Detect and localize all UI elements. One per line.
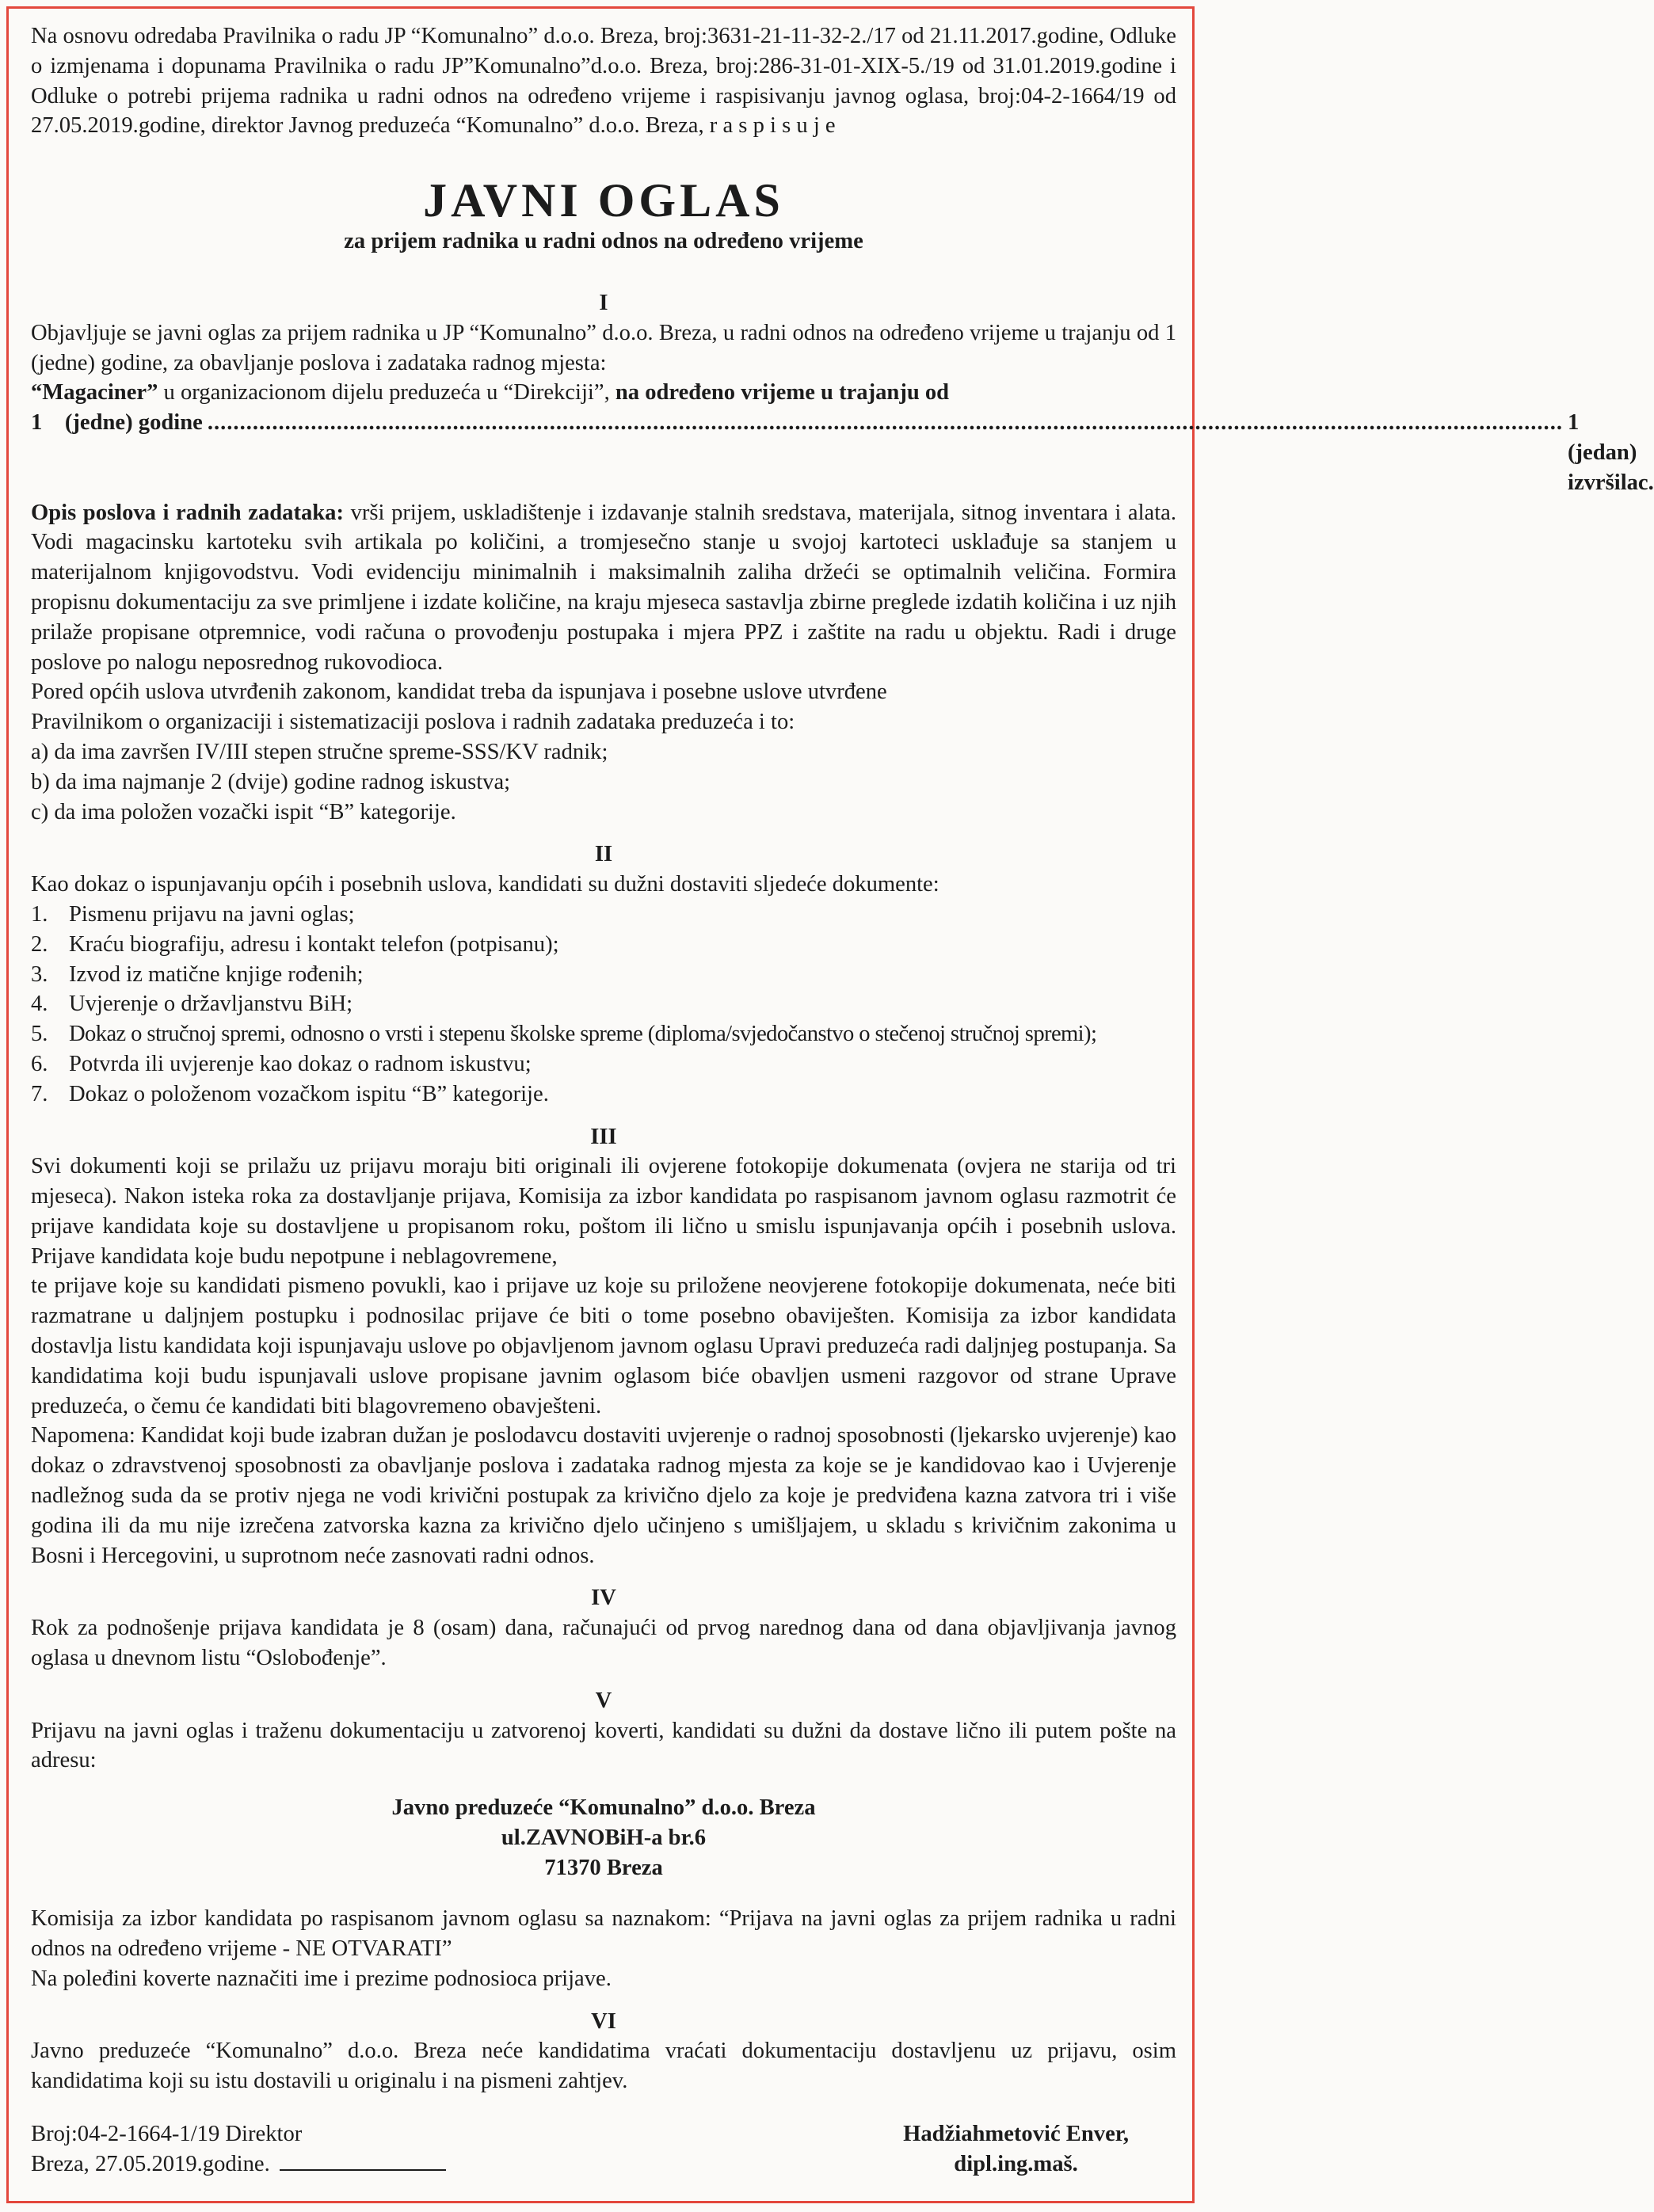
list-item: [31, 900, 1176, 930]
section2-intro: Kao dokaz o ispunjavanju općih i posebnih uslova, kandidati su dužni dostaviti sljedeće dokumente:: [31, 872, 939, 897]
intro-paragraph: [31, 21, 1176, 141]
section-heading-4: IV: [591, 1586, 616, 1611]
duration-left: 1 (jedne) godine: [31, 410, 203, 436]
intro-text: Na osnovu odredaba Pravilnika o radu JP “Komunalno” d.o.o. Breza, broj:3631-21-11-32-2./17 od 21.11.2017.godine, Odluke o izmjenama i dopunama Pravilnika o radu JP”Komunalno”d.o.o. Breza, broj:286-31-01-XIX-5./19 od 31.01.2019.godine i Odluke o potrebi prijema radnika u radni odnos na određeno vrijeme i raspisivanju javnog oglasa, broj:04-2-1664/19 od 27.05.2019.godine, direktor Javnog preduzeća “Komunalno” d.o.o. Breza,: [31, 24, 1176, 139]
section5-paragraph: Prijavu na javni oglas i traženu dokumentaciju u zatvorenoj koverti, kandidati su dužni da dostave lično ili putem pošte na adresu:: [31, 1718, 1176, 1773]
section-heading-6: VI: [591, 2008, 616, 2034]
envelope-back-note: Na poleđini koverte naznačiti ime i prezime podnosioca prijave.: [31, 1966, 612, 1991]
document-footer: [31, 2119, 1176, 2180]
list-item-text: Pismenu prijavu na javni oglas;: [69, 901, 355, 927]
document-page: [6, 6, 1654, 2203]
document-body: [31, 21, 1654, 2096]
position-unit: u organizacionom dijelu preduzeća u “Direkciji”,: [158, 380, 615, 405]
duration-line: [31, 408, 1654, 497]
place-date: [31, 2149, 446, 2180]
list-item-number: 6.: [31, 1051, 48, 1076]
duration-right: 1 (jedan) izvršilac.: [1568, 410, 1654, 495]
list-item-number: 7.: [31, 1081, 48, 1106]
signature-line: [280, 2152, 446, 2171]
list-item-text: Potvrda ili uvjerenje kao dokaz o radnom iskustvu;: [69, 1051, 532, 1076]
list-item-text: Izvod iz matične knjige rođenih;: [69, 961, 364, 987]
section-heading-1: I: [599, 290, 608, 315]
list-item-number: 3.: [31, 961, 48, 987]
list-item: [31, 989, 1176, 1019]
document-list: [31, 900, 1176, 1110]
address-line-3: 71370 Breza: [544, 1856, 663, 1881]
intro-spaced-text: r a s p i s u j e: [709, 113, 836, 139]
signatory-name: Hadžiahmetović Enver,: [903, 2122, 1129, 2146]
section6-paragraph: Javno preduzeće “Komunalno” d.o.o. Breza neće kandidatima vraćati dokumentaciju dostavljenu uz prijavu, osim kandidatima koji su istu dostavili u originalu i na pismeni zahtjev.: [31, 2039, 1176, 2094]
list-item: [31, 1049, 1176, 1079]
job-description: [31, 498, 1176, 678]
document-subtitle: za prijem radnika u radni odnos na određeno vrijeme: [344, 229, 863, 254]
condition-b: b) da ima najmanje 2 (dvije) godine radnog iskustva;: [31, 769, 511, 794]
list-item-text: Kraću biografiju, adresu i kontakt telefon (potpisanu);: [69, 931, 559, 957]
section3-paragraph-1: Svi dokumenti koji se prilažu uz prijavu moraju biti originali ili ovjerene fotokopije dokumenata (ovjera ne starija od tri mjeseca). Nakon isteka roka za dostavljanje prijava, Komisija za izbor kandidata po raspisanom javnom oglasu razmotrit će prijave kandidata koje su dostavljene u propisanom roku, poštom ili lično u smislu ispunjavanja općih i posebnih uslova. Prijave kandidata koje budu nepotpune i neblagovremene,: [31, 1154, 1176, 1269]
address-line-1: Javno preduzeće “Komunalno” d.o.o. Breza: [391, 1795, 816, 1821]
list-item: [31, 1019, 1176, 1049]
section3-paragraph-2: te prijave koje su kandidati pismeno povukli, kao i prijave uz koje su priložene neovjerene fotokopije dokumenata, neće biti razmatrane u daljnjem postupku i podnosilac prijave će biti o tome posebno obaviješten. Komisija za izbor kandidata dostavlja listu kandidata koji ispunjavaju uslove po objavljenom javnom oglasu Upravi preduzeća radi daljnjeg postupanja. Sa kandidatima koji budu ispunjavali uslove propisane javnim oglasom biće obavljen usmeni razgovor od strane Uprave preduzeća, o čemu će kandidati biti blagovremeno obavješteni.: [31, 1274, 1176, 1418]
section1-paragraph: Objavljuje se javni oglas za prijem radnika u JP “Komunalno” d.o.o. Breza, u radni odnos na određeno vrijeme u trajanju od 1 (jedne) godine, za obavljanje poslova i zadataka radnog mjesta:: [31, 320, 1176, 375]
section3-note: Napomena: Kandidat koji bude izabran dužan je poslodavcu dostaviti uvjerenje o radnoj sposobnosti (ljekarsko uvjerenje) kao dokaz o zdravstvenoj sposobnosti za obavljanje poslova i zadataka radnog mjesta za koje se je kandidovao kao i Uvjerenje nadležnog suda da se protiv njega ne vodi krivični postupak za krivično djelo za koje je predviđena kazna zatvora tri i više godina ili da mu nije izrečena zatvorska kazna za krivično djelo učinjeno s umišljajem, u skladu s krivičnim zakonima u Bosni i Hercegovini, u suprotnom neće zasnovati radni odnos.: [31, 1423, 1176, 1568]
list-item: [31, 930, 1176, 960]
list-item-text: Dokaz o stručnoj spremi, odnosno o vrsti i stepenu školske spreme (diploma/svjedočanstvo o stečenoj stručnoj spremi);: [69, 1022, 1097, 1047]
envelope-note: Komisija za izbor kandidata po raspisanom javnom oglasu sa naznakom: “Prijava na javni oglas za prijem radnika u radni odnos na određeno vrijeme - NE OTVARATI”: [31, 1906, 1176, 1962]
list-item-number: 1.: [31, 901, 48, 927]
document-title: JAVNI OGLAS: [423, 174, 784, 227]
reference-number: Broj:04-2-1664-1/19 Direktor: [31, 2122, 303, 2146]
section4-paragraph: Rok za podnošenje prijava kandidata je 8 (osam) dana, računajući od prvog narednog dana od dana objavljivanja javnog oglasa u dnevnom listu “Oslobođenje”.: [31, 1616, 1176, 1671]
conditions-line-1: Pored općih uslova utvrđenih zakonom, kandidat treba da ispunjava i posebne uslove utvrđene: [31, 680, 887, 705]
section-heading-5: V: [595, 1688, 612, 1713]
list-item-number: 5.: [31, 1022, 48, 1047]
conditions-line-2: Pravilnikom o organizaciji i sistematizaciji poslova i radnih zadataka preduzeća i to:: [31, 710, 795, 735]
list-item-text: Uvjerenje o državljanstvu BiH;: [69, 992, 353, 1017]
signatory-title: dipl.ing.maš.: [954, 2152, 1078, 2176]
section-heading-2: II: [594, 842, 613, 867]
duration-dots: ..................................................................................................................................................................................................................: [207, 410, 1563, 436]
section-heading-3: III: [590, 1124, 617, 1149]
list-item: [31, 960, 1176, 990]
list-item-number: 2.: [31, 931, 48, 957]
postal-address: [31, 1793, 1176, 1883]
list-item-number: 4.: [31, 992, 48, 1017]
condition-a: a) da ima završen IV/III stepen stručne spreme-SSS/KV radnik;: [31, 739, 608, 764]
footer-signatory: [903, 2119, 1129, 2180]
place-date-text: Breza, 27.05.2019.godine.: [31, 2152, 270, 2176]
position-name: “Magaciner”: [31, 380, 158, 405]
footer-left: [31, 2119, 446, 2180]
position-line: [31, 378, 1176, 408]
job-description-text: vrši prijem, uskladištenje i izdavanje stalnih sredstava, materijala, sitnog inventara i alata. Vodi magacinsku kartoteku svih artikala po količini, a tromjesečno stanje u svojoj kartoteci usklađuje sa stanjem u materijalnom knjigovodstvu. Vodi evidenciju minimalnih i maksimalnih zaliha držeći se optimalnih veličina. Formira propisnu dokumentaciju za sve primljene i izdate količine, na kraju mjeseca sastavlja zbirne preglede izdatih količina i uz njih prilaže propisane otpremnice, vodi računa o provođenju postupaka i mjera PPZ i zaštite na radu u objektu. Radi i druge poslove po nalogu neposrednog rukovodioca.: [31, 500, 1176, 675]
list-item: [31, 1079, 1176, 1110]
address-line-2: ul.ZAVNOBiH-a br.6: [501, 1826, 707, 1851]
job-description-label: Opis poslova i radnih zadataka:: [31, 500, 345, 525]
condition-c: c) da ima položen vozački ispit “B” kategorije.: [31, 799, 456, 824]
list-item-text: Dokaz o položenom vozačkom ispitu “B” kategorije.: [69, 1081, 549, 1106]
position-duration: na određeno vrijeme u trajanju od: [615, 380, 950, 405]
